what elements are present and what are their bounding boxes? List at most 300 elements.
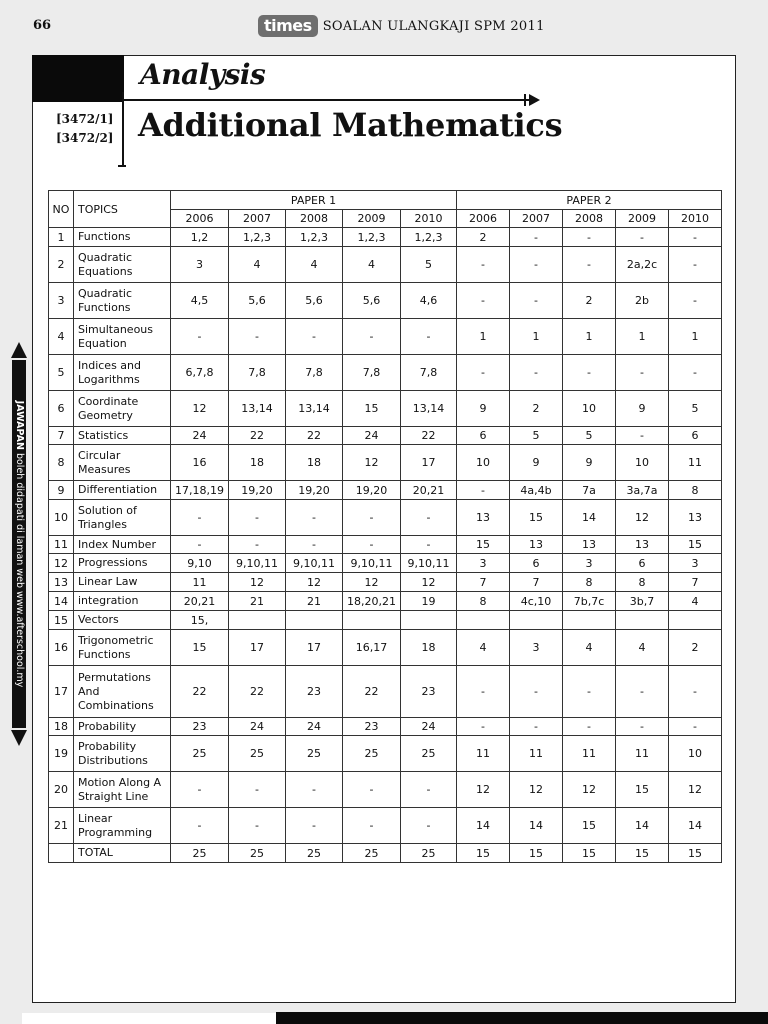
- topic-cell: Motion Along A Straight Line: [74, 772, 171, 808]
- row-number: 8: [49, 445, 74, 481]
- paper2-cell: -: [669, 355, 722, 391]
- paper2-cell: 12: [510, 772, 563, 808]
- year-header-p1: 2006: [171, 210, 229, 228]
- topic-cell: Linear Programming: [74, 808, 171, 844]
- year-header-p2: 2006: [457, 210, 510, 228]
- paper2-cell: 6: [457, 427, 510, 445]
- row-number: 4: [49, 319, 74, 355]
- page-header: [258, 15, 545, 37]
- paper2-cell: 2: [510, 391, 563, 427]
- table-row: [49, 666, 722, 718]
- row-number: 15: [49, 611, 74, 630]
- paper2-cell: -: [616, 427, 669, 445]
- row-number: 14: [49, 592, 74, 611]
- paper1-cell: [401, 611, 457, 630]
- paper1-cell: 13,14: [286, 391, 343, 427]
- row-number: 20: [49, 772, 74, 808]
- paper2-cell: 7: [457, 573, 510, 592]
- paper2-cell: 1: [669, 319, 722, 355]
- paper1-cell: 25: [401, 844, 457, 863]
- paper2-cell: 13: [669, 500, 722, 536]
- paper1-cell: 18: [401, 630, 457, 666]
- table-row: [49, 355, 722, 391]
- header-title: SOALAN ULANGKAJI SPM 2011: [322, 18, 545, 34]
- paper1-cell: 13,14: [401, 391, 457, 427]
- paper2-cell: -: [457, 718, 510, 736]
- paper2-cell: 7: [669, 573, 722, 592]
- paper1-cell: 22: [343, 666, 401, 718]
- paper2-cell: 14: [457, 808, 510, 844]
- paper2-cell: -: [563, 718, 616, 736]
- paper1-cell: -: [286, 319, 343, 355]
- paper1-cell: 5,6: [286, 283, 343, 319]
- paper1-cell: -: [286, 808, 343, 844]
- paper2-cell: 13: [563, 536, 616, 554]
- topic-cell: Differentiation: [74, 481, 171, 500]
- year-header-p2: 2009: [616, 210, 669, 228]
- row-number: 6: [49, 391, 74, 427]
- topic-cell: integration: [74, 592, 171, 611]
- paper1-cell: -: [286, 536, 343, 554]
- paper1-cell: 7,8: [229, 355, 286, 391]
- topic-cell: Probability Distributions: [74, 736, 171, 772]
- paper2-cell: -: [457, 247, 510, 283]
- paper1-cell: 9,10,11: [401, 554, 457, 573]
- paper1-cell: -: [343, 808, 401, 844]
- paper1-cell: 7,8: [286, 355, 343, 391]
- paper2-cell: 15: [563, 844, 616, 863]
- paper1-cell: 12: [343, 573, 401, 592]
- topic-cell: Simultaneous Equation: [74, 319, 171, 355]
- paper1-cell: 4: [229, 247, 286, 283]
- paper1-cell: -: [171, 808, 229, 844]
- paper2-cell: 8: [669, 481, 722, 500]
- paper2-cell: -: [510, 666, 563, 718]
- paper1-cell: 25: [343, 736, 401, 772]
- paper1-cell: 25: [229, 736, 286, 772]
- row-number: 5: [49, 355, 74, 391]
- row-number: 17: [49, 666, 74, 718]
- side-banner-text: [12, 362, 26, 726]
- vertical-rule: [122, 92, 124, 166]
- paper1-cell: 23: [401, 666, 457, 718]
- analysis-table: [48, 190, 722, 863]
- paper1-cell: 20,21: [171, 592, 229, 611]
- paper1-cell: -: [171, 772, 229, 808]
- paper1-cell: 12: [401, 573, 457, 592]
- paper2-cell: 3: [457, 554, 510, 573]
- paper2-cell: 4c,10: [510, 592, 563, 611]
- footer-left: [22, 1013, 276, 1024]
- topic-cell: Coordinate Geometry: [74, 391, 171, 427]
- page-number: 66: [33, 18, 52, 33]
- topic-cell: Quadratic Equations: [74, 247, 171, 283]
- paper2-cell: 3b,7: [616, 592, 669, 611]
- paper2-cell: 12: [457, 772, 510, 808]
- footer-bar: [276, 1012, 768, 1024]
- paper2-cell: [669, 611, 722, 630]
- paper2-cell: 12: [563, 772, 616, 808]
- row-number: 10: [49, 500, 74, 536]
- paper1-cell: -: [171, 500, 229, 536]
- side-banner: [11, 342, 27, 746]
- paper2-cell: 9: [563, 445, 616, 481]
- paper1-cell: 16,17: [343, 630, 401, 666]
- paper2-cell: 2b: [616, 283, 669, 319]
- paper2-cell: 4: [616, 630, 669, 666]
- paper2-cell: 4: [669, 592, 722, 611]
- paper1-cell: 1,2,3: [401, 228, 457, 247]
- paper1-cell: 24: [286, 718, 343, 736]
- paper1-cell: 11: [171, 573, 229, 592]
- paper1-cell: 9,10,11: [286, 554, 343, 573]
- paper2-cell: 14: [563, 500, 616, 536]
- paper2-cell: 15: [510, 844, 563, 863]
- paper1-cell: 4,6: [401, 283, 457, 319]
- paper2-cell: 1: [457, 319, 510, 355]
- paper2-cell: -: [510, 718, 563, 736]
- table-row: [49, 319, 722, 355]
- paper1-cell: 25: [401, 736, 457, 772]
- paper1-cell: -: [401, 319, 457, 355]
- paper1-cell: 19,20: [229, 481, 286, 500]
- paper2-cell: 15: [457, 844, 510, 863]
- paper1-cell: -: [229, 808, 286, 844]
- paper1-cell: 22: [286, 427, 343, 445]
- table-row: [49, 500, 722, 536]
- paper1-cell: 12: [229, 573, 286, 592]
- paper1-cell: 17,18,19: [171, 481, 229, 500]
- paper1-cell: 15: [343, 391, 401, 427]
- topic-cell: Trigonometric Functions: [74, 630, 171, 666]
- row-number: 11: [49, 536, 74, 554]
- paper2-cell: 7: [510, 573, 563, 592]
- paper2-cell: 8: [616, 573, 669, 592]
- paper1-cell: -: [401, 772, 457, 808]
- paper2-cell: 5: [510, 427, 563, 445]
- paper1-cell: 18: [286, 445, 343, 481]
- year-header-p1: 2007: [229, 210, 286, 228]
- paper1-cell: 16: [171, 445, 229, 481]
- row-number: 16: [49, 630, 74, 666]
- table-row: [49, 844, 722, 863]
- paper1-cell: 12: [171, 391, 229, 427]
- paper1-cell: 12: [286, 573, 343, 592]
- paper2-cell: 6: [669, 427, 722, 445]
- paper2-cell: 8: [563, 573, 616, 592]
- paper1-cell: 5: [401, 247, 457, 283]
- paper1-cell: -: [401, 808, 457, 844]
- table-row: [49, 391, 722, 427]
- paper-codes: [56, 110, 114, 148]
- paper1-cell: 15: [171, 630, 229, 666]
- paper2-cell: 13: [510, 536, 563, 554]
- paper2-cell: 14: [510, 808, 563, 844]
- col-no-header: NO: [49, 191, 74, 228]
- table-row: [49, 592, 722, 611]
- paper1-cell: 18: [229, 445, 286, 481]
- paper1-cell: 25: [286, 736, 343, 772]
- paper2-cell: -: [563, 355, 616, 391]
- topic-cell: Indices and Logarithms: [74, 355, 171, 391]
- paper1-cell: [229, 611, 286, 630]
- paper1-cell: 9,10,11: [229, 554, 286, 573]
- paper1-cell: 15,: [171, 611, 229, 630]
- paper1-cell: 22: [171, 666, 229, 718]
- paper2-cell: -: [669, 283, 722, 319]
- row-number: [49, 844, 74, 863]
- paper1-cell: 17: [286, 630, 343, 666]
- paper1-cell: 24: [343, 427, 401, 445]
- topic-cell: Circular Measures: [74, 445, 171, 481]
- paper1-cell: -: [343, 500, 401, 536]
- paper1-cell: 25: [171, 736, 229, 772]
- topic-cell: Index Number: [74, 536, 171, 554]
- table-row: [49, 554, 722, 573]
- row-number: 9: [49, 481, 74, 500]
- paper2-cell: 4: [457, 630, 510, 666]
- paper2-cell: -: [669, 666, 722, 718]
- year-header-p1: 2010: [401, 210, 457, 228]
- paper2-cell: -: [563, 666, 616, 718]
- topic-cell: Permutations And Combinations: [74, 666, 171, 718]
- table-row: [49, 228, 722, 247]
- paper1-cell: 25: [171, 844, 229, 863]
- paper1-header: PAPER 1: [171, 191, 457, 210]
- paper2-cell: 4a,4b: [510, 481, 563, 500]
- paper2-cell: 3: [510, 630, 563, 666]
- table-row: [49, 573, 722, 592]
- paper2-cell: -: [669, 718, 722, 736]
- paper2-cell: 15: [669, 536, 722, 554]
- paper2-cell: 2: [669, 630, 722, 666]
- paper2-cell: 6: [510, 554, 563, 573]
- paper2-cell: 11: [510, 736, 563, 772]
- paper2-cell: 9: [510, 445, 563, 481]
- paper1-cell: 4: [286, 247, 343, 283]
- paper2-cell: -: [563, 247, 616, 283]
- paper2-cell: -: [669, 247, 722, 283]
- side-banner-rest: boleh didapati di laman web www.afterschool.my: [14, 449, 25, 688]
- paper1-cell: 18,20,21: [343, 592, 401, 611]
- paper1-cell: 23: [171, 718, 229, 736]
- paper2-cell: -: [616, 666, 669, 718]
- year-header-p1: 2009: [343, 210, 401, 228]
- paper2-cell: -: [510, 283, 563, 319]
- paper2-cell: -: [669, 228, 722, 247]
- paper2-cell: 15: [616, 844, 669, 863]
- paper1-cell: 25: [229, 844, 286, 863]
- paper2-cell: -: [510, 247, 563, 283]
- year-header-p2: 2010: [669, 210, 722, 228]
- paper1-cell: 6,7,8: [171, 355, 229, 391]
- rule-tick: [524, 94, 526, 106]
- paper2-cell: -: [616, 355, 669, 391]
- paper2-cell: 3a,7a: [616, 481, 669, 500]
- paper2-cell: 3: [563, 554, 616, 573]
- paper1-cell: 7,8: [401, 355, 457, 391]
- paper1-cell: -: [229, 536, 286, 554]
- paper2-cell: 6: [616, 554, 669, 573]
- paper1-cell: 25: [343, 844, 401, 863]
- paper1-cell: 20,21: [401, 481, 457, 500]
- paper1-cell: -: [286, 772, 343, 808]
- paper2-cell: 15: [457, 536, 510, 554]
- table-row: [49, 427, 722, 445]
- paper2-cell: 12: [669, 772, 722, 808]
- paper2-cell: 13: [616, 536, 669, 554]
- paper2-cell: 5: [563, 427, 616, 445]
- paper1-cell: 5,6: [229, 283, 286, 319]
- paper2-cell: 11: [563, 736, 616, 772]
- topic-cell: Probability: [74, 718, 171, 736]
- year-header-p2: 2008: [563, 210, 616, 228]
- paper2-cell: 14: [669, 808, 722, 844]
- paper2-cell: 15: [616, 772, 669, 808]
- topic-cell: Linear Law: [74, 573, 171, 592]
- row-number: 1: [49, 228, 74, 247]
- row-number: 3: [49, 283, 74, 319]
- paper1-cell: -: [401, 536, 457, 554]
- paper2-cell: 10: [669, 736, 722, 772]
- paper2-cell: 9: [616, 391, 669, 427]
- black-corner-block: [32, 55, 124, 102]
- paper2-cell: 11: [616, 736, 669, 772]
- paper1-cell: 21: [229, 592, 286, 611]
- topic-cell: Functions: [74, 228, 171, 247]
- paper2-cell: [616, 611, 669, 630]
- paper1-cell: [343, 611, 401, 630]
- paper2-cell: 15: [510, 500, 563, 536]
- col-topics-header: TOPICS: [74, 191, 171, 228]
- vertical-rule-foot: [118, 165, 126, 167]
- paper1-cell: 22: [229, 427, 286, 445]
- arrow-right-icon: [529, 94, 540, 106]
- times-logo: times: [258, 15, 318, 37]
- paper2-cell: 1: [563, 319, 616, 355]
- paper1-cell: 22: [229, 666, 286, 718]
- triangle-down-icon: [11, 730, 27, 746]
- paper1-cell: -: [343, 536, 401, 554]
- paper2-cell: 3: [669, 554, 722, 573]
- paper1-cell: -: [286, 500, 343, 536]
- year-header-p2: 2007: [510, 210, 563, 228]
- table-row: [49, 445, 722, 481]
- paper2-cell: 7b,7c: [563, 592, 616, 611]
- paper2-cell: 4: [563, 630, 616, 666]
- paper1-cell: -: [343, 319, 401, 355]
- table-row: [49, 718, 722, 736]
- paper2-cell: 15: [669, 844, 722, 863]
- paper1-cell: 19,20: [343, 481, 401, 500]
- paper1-cell: 21: [286, 592, 343, 611]
- paper2-cell: -: [457, 481, 510, 500]
- paper2-cell: 8: [457, 592, 510, 611]
- table-row: [49, 283, 722, 319]
- paper1-cell: 17: [229, 630, 286, 666]
- paper1-cell: 4,5: [171, 283, 229, 319]
- paper1-cell: 7,8: [343, 355, 401, 391]
- row-number: 7: [49, 427, 74, 445]
- paper2-cell: 10: [563, 391, 616, 427]
- paper1-cell: -: [229, 500, 286, 536]
- paper2-cell: [563, 611, 616, 630]
- paper2-cell: -: [510, 355, 563, 391]
- table-row: [49, 536, 722, 554]
- paper2-cell: -: [457, 666, 510, 718]
- table-row: [49, 772, 722, 808]
- paper2-cell: -: [616, 718, 669, 736]
- paper2-cell: [457, 611, 510, 630]
- paper2-cell: 2a,2c: [616, 247, 669, 283]
- paper1-cell: 24: [229, 718, 286, 736]
- subject-title: Additional Mathematics: [138, 106, 563, 144]
- row-number: 19: [49, 736, 74, 772]
- paper2-cell: 10: [457, 445, 510, 481]
- paper1-cell: 25: [286, 844, 343, 863]
- header-rule: [124, 99, 529, 101]
- table-row: [49, 611, 722, 630]
- topic-cell: Quadratic Functions: [74, 283, 171, 319]
- paper2-cell: 13: [457, 500, 510, 536]
- side-banner-bold: JAWAPAN: [14, 400, 25, 450]
- paper2-cell: 1: [510, 319, 563, 355]
- paper1-cell: 9,10: [171, 554, 229, 573]
- paper2-header: PAPER 2: [457, 191, 722, 210]
- paper1-cell: 4: [343, 247, 401, 283]
- row-number: 21: [49, 808, 74, 844]
- paper2-cell: 14: [616, 808, 669, 844]
- paper1-cell: 17: [401, 445, 457, 481]
- paper1-cell: 1,2,3: [343, 228, 401, 247]
- topic-cell: TOTAL: [74, 844, 171, 863]
- row-number: 18: [49, 718, 74, 736]
- table-row: [49, 736, 722, 772]
- paper1-cell: 23: [343, 718, 401, 736]
- paper1-cell: 24: [171, 427, 229, 445]
- paper2-cell: 11: [669, 445, 722, 481]
- paper1-cell: 22: [401, 427, 457, 445]
- table-row: [49, 481, 722, 500]
- year-header-p1: 2008: [286, 210, 343, 228]
- paper1-cell: -: [229, 772, 286, 808]
- paper2-cell: -: [510, 228, 563, 247]
- paper1-cell: 12: [343, 445, 401, 481]
- paper2-cell: 12: [616, 500, 669, 536]
- triangle-up-icon: [11, 342, 27, 358]
- row-number: 12: [49, 554, 74, 573]
- section-label: Analysis: [140, 58, 266, 91]
- paper2-cell: 2: [457, 228, 510, 247]
- paper1-cell: 9,10,11: [343, 554, 401, 573]
- paper2-cell: 1: [616, 319, 669, 355]
- paper2-cell: 10: [616, 445, 669, 481]
- topic-cell: Solution of Triangles: [74, 500, 171, 536]
- paper1-cell: -: [171, 319, 229, 355]
- paper1-cell: -: [343, 772, 401, 808]
- row-number: 2: [49, 247, 74, 283]
- paper2-cell: 11: [457, 736, 510, 772]
- paper1-cell: -: [229, 319, 286, 355]
- paper2-cell: -: [457, 355, 510, 391]
- row-number: 13: [49, 573, 74, 592]
- paper2-cell: -: [457, 283, 510, 319]
- paper2-cell: 2: [563, 283, 616, 319]
- paper1-cell: 19,20: [286, 481, 343, 500]
- paper1-cell: -: [401, 500, 457, 536]
- paper1-cell: 1,2: [171, 228, 229, 247]
- paper2-cell: -: [616, 228, 669, 247]
